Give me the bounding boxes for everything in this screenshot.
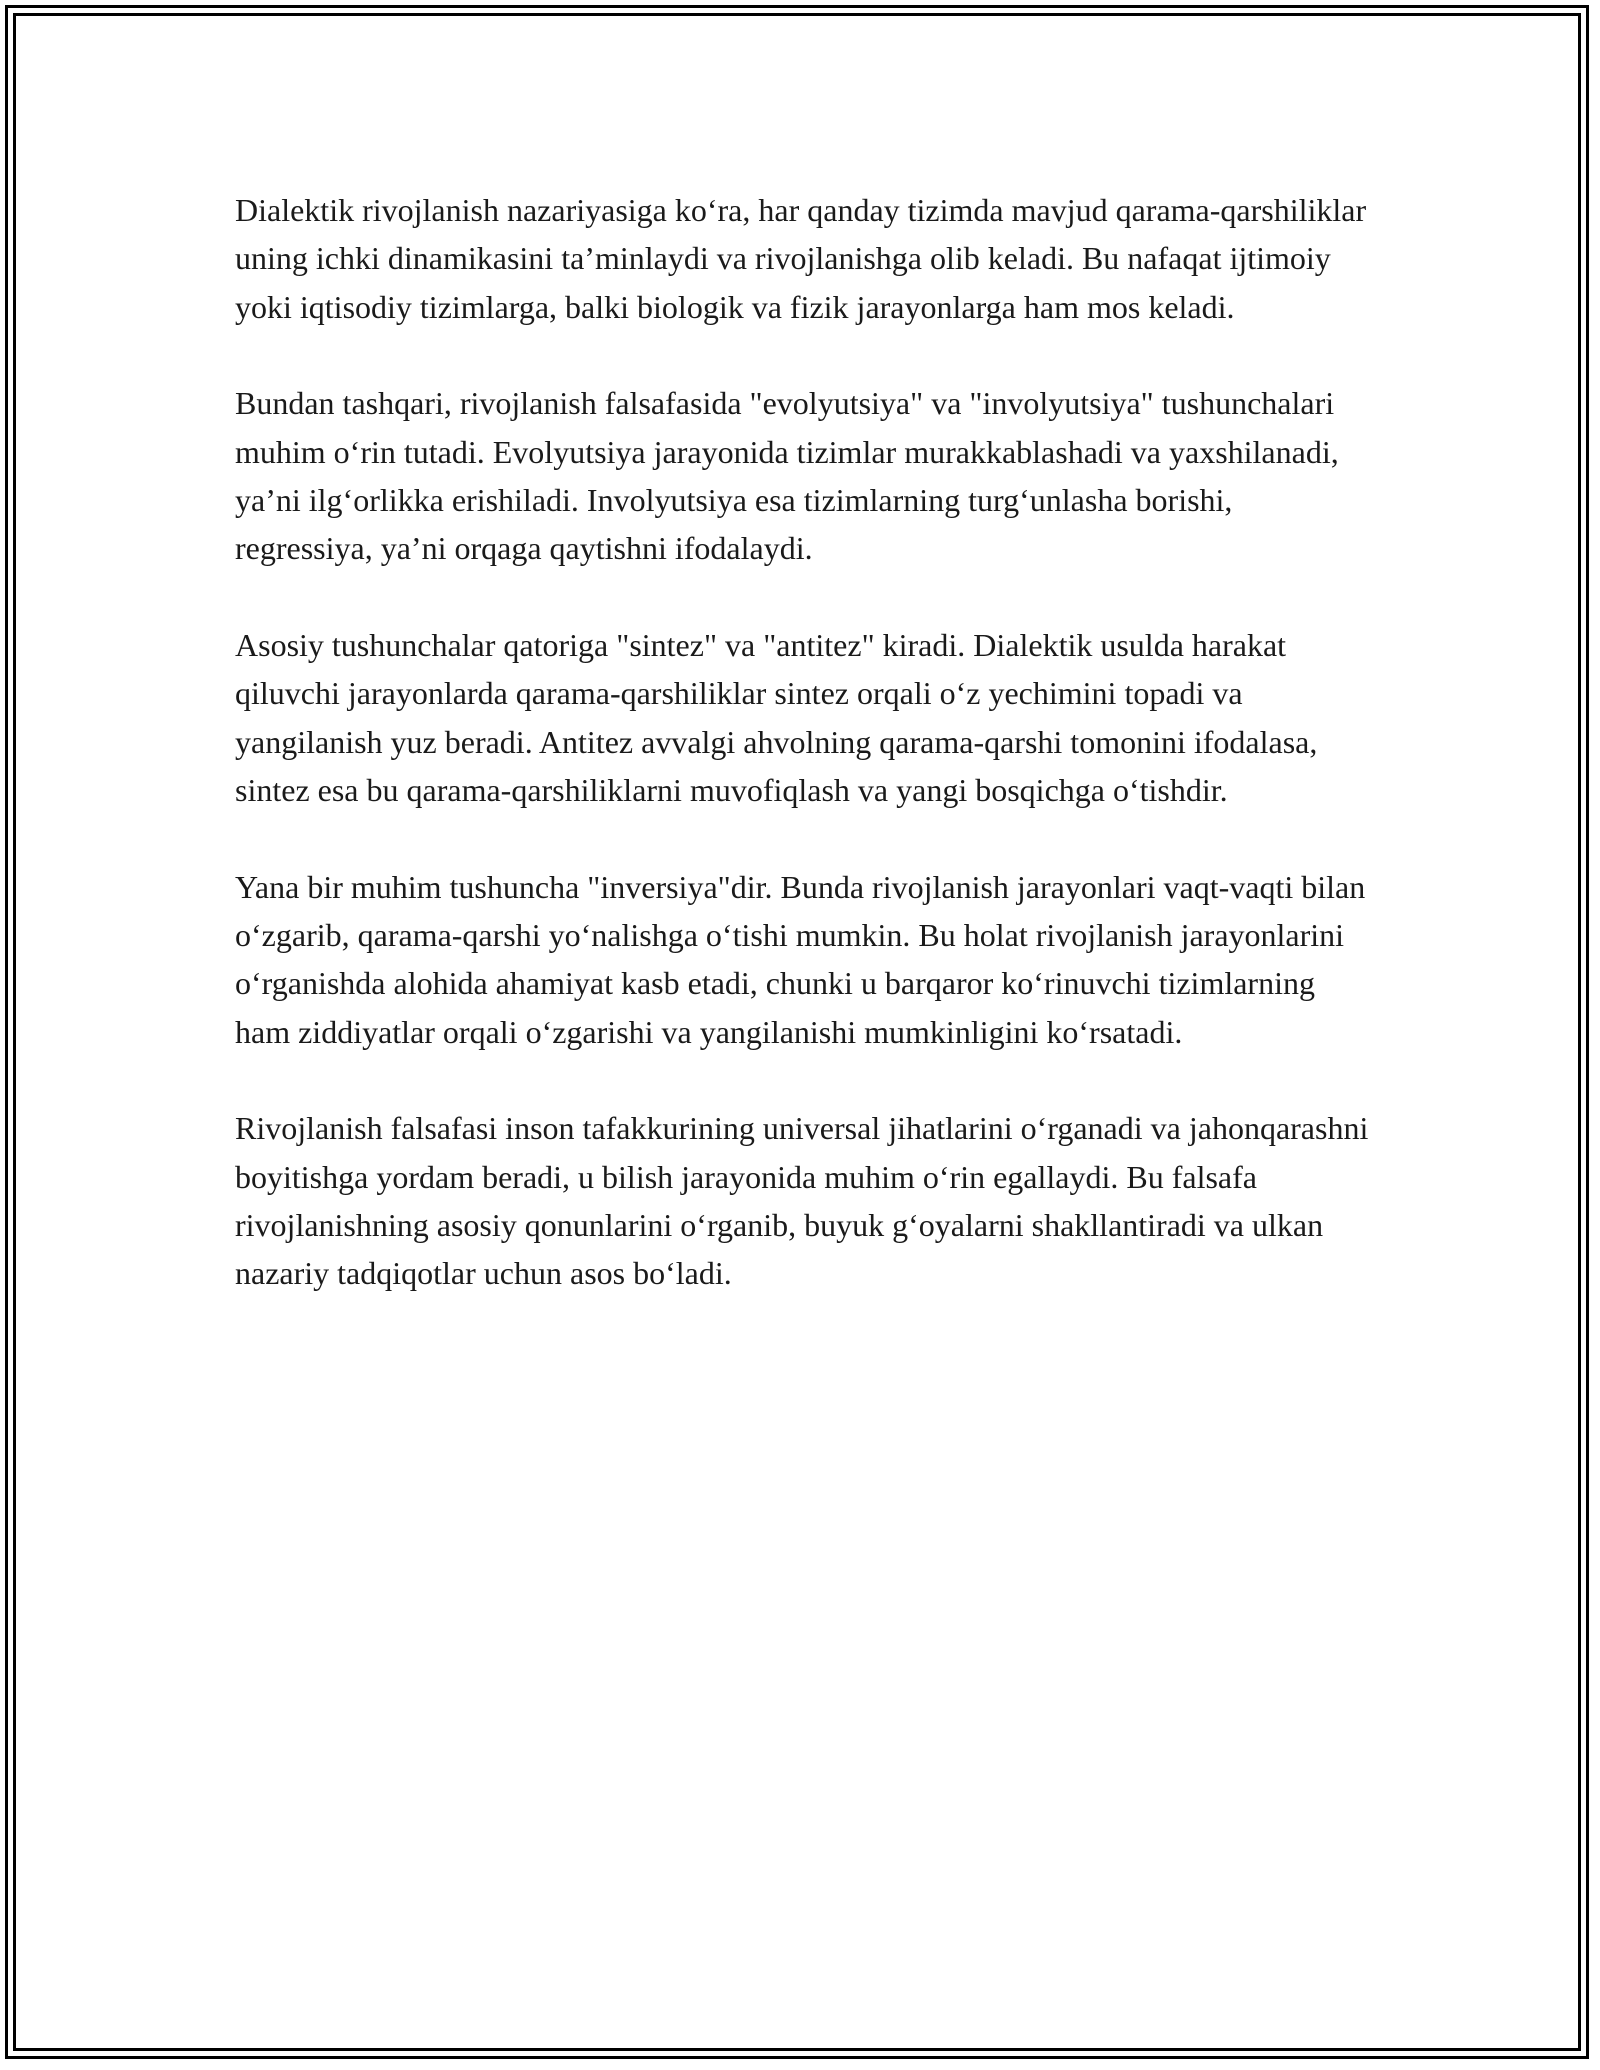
paragraph-5: Rivojlanish falsafasi inson tafakkurining universal jihatlarini o‘rganadi va jahonqarashni boyitishga yordam beradi, u bilish jarayonida muhim o‘rin egallaydi. Bu falsafa rivojlanishning asosiy qonunlarini o‘rganib, buyuk g‘oyalarni shakllantiradi va ulkan nazariy tadqiqotlar uchun asos bo‘ladi. — [235, 1110, 1369, 1292]
paragraph-2: Bundan tashqari, rivojlanish falsafasida "evolyutsiya" va "involyutsiya" tushunchalari muhim o‘rin tutadi. Evolyutsiya jarayonida tizimlar murakkablashadi va yaxshilanadi, ya’ni ilg‘orlikka erishiladi. Involyutsiya esa tizimlarning turg‘unlasha borishi, regressiya, ya’ni orqaga qaytishni ifodalaydi. — [235, 385, 1339, 567]
document-body — [235, 186, 1375, 1346]
paragraph-4: Yana bir muhim tushuncha "inversiya"dir. Bunda rivojlanish jarayonlari vaqt-vaqti bilan o‘zgarib, qarama-qarshi yo‘nalishga o‘tishi mumkin. Bu holat rivojlanish jarayonlarini o‘rganishda alohida ahamiyat kasb etadi, chunki u barqaror ko‘rinuvchi tizimlarning ham ziddiyatlar orqali o‘zgarishi va yangilanishi mumkinligini ko‘rsatadi. — [235, 868, 1366, 1050]
paragraph-3: Asosiy tushunchalar qatoriga "sintez" va "antitez" kiradi. Dialektik usulda harakat qiluvchi jarayonlarda qarama-qarshiliklar sintez orqali o‘z yechimini topadi va yangilanish yuz beradi. Antitez avvalgi ahvolning qarama-qarshi tomonini ifodalasa, sintez esa bu qarama-qarshiliklarni muvofiqlash va yangi bosqichga o‘tishdir. — [235, 627, 1318, 808]
paragraph-1: Dialektik rivojlanish nazariyasiga ko‘ra, har qanday tizimda mavjud qarama-qarshiliklar uning ichki dinamikasini ta’minlaydi va rivojlanishga olib keladi. Bu nafaqat ijtimoiy yoki iqtisodiy tizimlarga, balki biologik va fizik jarayonlarga ham mos keladi. — [235, 192, 1367, 325]
